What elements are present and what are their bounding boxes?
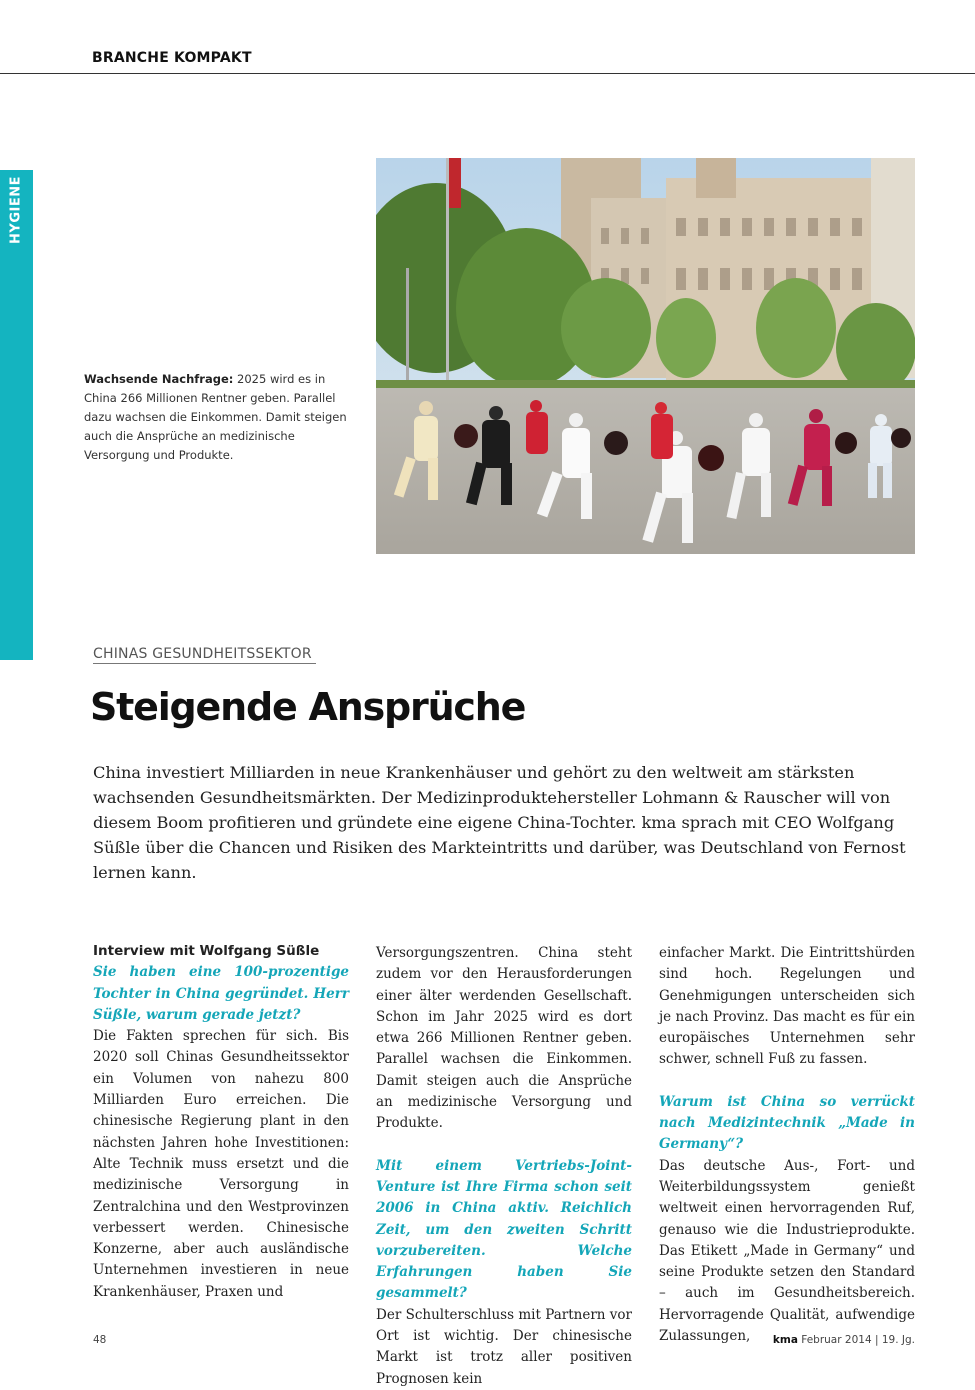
article-title: Steigende Ansprüche bbox=[90, 685, 526, 729]
caption-lead: Wachsende Nachfrage: bbox=[84, 372, 234, 386]
footer-separator: | bbox=[874, 1334, 879, 1346]
question-2: Mit einem Vertriebs-Joint-Venture ist Ihre Firma schon seit 2006 in China aktiv. Reichlich Zeit, um den zweiten Schritt vorzubereiten. Welche Erfahrungen haben Sie gesammelt? bbox=[376, 1157, 632, 1302]
answer-2: Der Schulterschluss mit Partnern vor Ort ist wichtig. Der chinesische Markt ist trotz aller positiven Prognosen kein bbox=[376, 1306, 632, 1387]
article-kicker: CHINAS GESUNDHEITSSEKTOR bbox=[93, 646, 316, 664]
answer-2-continued: einfacher Markt. Die Eintrittshürden sind hoch. Regelungen und Genehmigungen unterscheiden sich je nach Provinz. Das macht es für ein europäisches Unternehmen sehr schwer, schnell Fuß zu fassen. bbox=[659, 945, 915, 1068]
column-2 bbox=[376, 943, 632, 1390]
answer-1: Die Fakten sprechen für sich. Bis 2020 soll Chinas Gesundheitssektor ein Volumen von nahezu 800 Milliarden Euro erreichen. Die chinesische Regierung plant in den nächsten Jahren hohe Investitionen: Alte Technik muss ersetzt und die medizinische Versorgung in Zentralchina und den Westprovinzen verbessert werden. Chinesische Konzerne, aber auch ausländische Unternehmen investieren in neue Krankenhäuser, Praxen und bbox=[93, 1028, 349, 1300]
footer-brand: kma bbox=[772, 1334, 798, 1346]
page-number: 48 bbox=[93, 1334, 107, 1346]
question-3: Warum ist China so verrückt nach Medizintechnik „Made in Germany“? bbox=[659, 1093, 915, 1153]
footer-volume: 19. Jg. bbox=[881, 1334, 915, 1346]
answer-1-continued: Versorgungszentren. China steht zudem vor den Herausforderungen einer älter werdenden Gesellschaft. Schon im Jahr 2025 wird es dort etwa 266 Millionen Rentner geben. Parallel wachsen die Einkommen. Damit steigen auch die Ansprüche an medizinische Versorgung und Produkte. bbox=[376, 945, 632, 1132]
footer-issue bbox=[773, 1334, 915, 1346]
side-tab-label: HYGIENE bbox=[8, 176, 24, 244]
column-1 bbox=[93, 941, 349, 1303]
photo-caption bbox=[84, 370, 354, 465]
question-1: Sie haben eine 100-prozentige Tochter in China gegründet. Herr Süßle, warum gerade jetzt? bbox=[93, 964, 349, 1023]
interview-heading: Interview mit Wolfgang Süßle bbox=[93, 943, 320, 959]
article-intro: China investiert Milliarden in neue Krankenhäuser und gehört zu den weltweit am stärksten wachsenden Gesundheitsmärkten. Der Medizinproduktehersteller Lohmann & Rauscher will von diesem Boom profitieren und gründete eine eigene China-Tochter. kma sprach mit CEO Wolfgang Süßle über die Chancen und Risiken des Markteintritts und darüber, was Deutschland von Fernost lernen kann. bbox=[93, 763, 906, 882]
section-label: BRANCHE KOMPAKT bbox=[92, 50, 252, 66]
answer-3: Das deutsche Aus-, Fort- und Weiterbildungssystem genießt weltweit einen hervorragenden Ruf, genauso wie die Industrieprodukte. Das Etikett „Made in Germany“ und seine Produkte setzen den Standard – auch im Gesundheitsbereich. Hervorragende Qualität, aufwendige Zulassungen, bbox=[659, 1157, 915, 1345]
caption-text: 2025 wird es in China 266 Millionen Rentner geben. Parallel dazu wachsen die Einkommen. Damit steigen auch die Ansprüche an medizinische Versorgung und Produkte. bbox=[84, 372, 347, 462]
footer-issue-date: Februar 2014 bbox=[801, 1334, 872, 1346]
header-rule bbox=[0, 73, 975, 74]
article-photo bbox=[376, 158, 915, 554]
column-3 bbox=[659, 943, 915, 1347]
